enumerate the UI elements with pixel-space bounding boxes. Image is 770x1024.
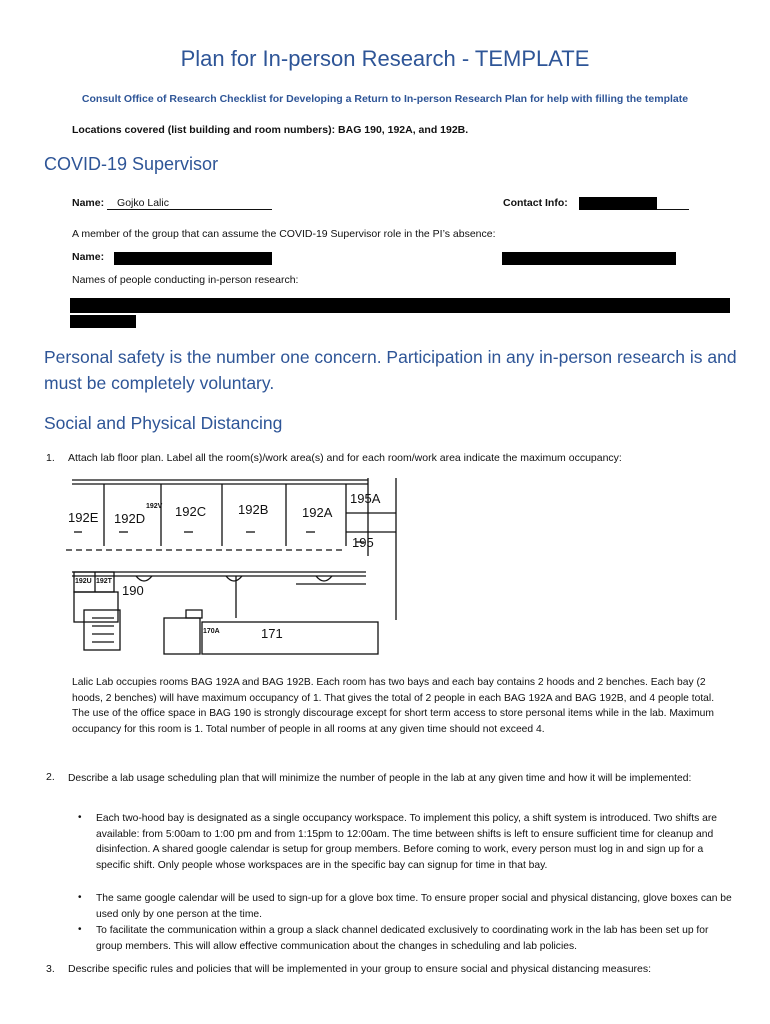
room-192t-label: 192T xyxy=(96,578,112,585)
bullet-3-text: To facilitate the communication within a group a slack channel dedicated exclusively to coordinating work in the lab has been set up for group members. This will allow effective communication about the changes in scheduling and lab policies. xyxy=(96,925,709,952)
locations-covered: Locations covered (list building and room numbers): BAG 190, 192A, and 192B. xyxy=(72,124,469,136)
redacted-people-line1 xyxy=(70,298,730,313)
supervisor-name-value: Gojko Lalic xyxy=(107,197,272,210)
room-190-label: 190 xyxy=(122,583,144,598)
name-label: Name: xyxy=(72,197,105,209)
room-192v-label: 192V xyxy=(146,503,163,510)
room-192b-label: 192B xyxy=(238,502,269,517)
document-title: Plan for In-person Research - TEMPLATE xyxy=(180,46,590,71)
room-192e-label: 192E xyxy=(68,510,99,525)
people-label: Names of people conducting in-person research: xyxy=(72,274,299,286)
item-1-text: Attach lab floor plan. Label all the room(s)/work area(s) and for each room/work area indicate the maximum occupancy: xyxy=(68,452,622,464)
room-192a-label: 192A xyxy=(302,505,333,520)
bullet-2-dot: • xyxy=(78,892,82,903)
redacted-people-line2 xyxy=(70,315,136,328)
item-2-number: 2. xyxy=(46,771,55,783)
redacted-alt-name xyxy=(114,252,272,265)
room-195a-label: 195A xyxy=(350,491,381,506)
supervisor-heading: COVID-19 Supervisor xyxy=(44,154,219,174)
bullet-3-dot: • xyxy=(78,924,82,935)
room-170a-label: 170A xyxy=(203,628,220,635)
contact-row xyxy=(503,197,568,209)
safety-heading: Personal safety is the number one concern. Participation in any in-person research is and must be completely voluntary. xyxy=(44,347,737,393)
lab-floor-plan xyxy=(66,470,406,662)
alternate-supervisor-text: A member of the group that can assume the COVID-19 Supervisor role in the PI’s absence: xyxy=(72,228,496,240)
contact-label: Contact Info: xyxy=(503,197,568,209)
document-subtitle: Consult Office of Research Checklist for Developing a Return to In-person Research Plan for help with filling the template xyxy=(81,93,689,105)
room-192u-label: 192U xyxy=(75,578,92,585)
occupancy-paragraph: Lalic Lab occupies rooms BAG 192A and BAG 192B. Each room has two bays and each bay contains 2 hoods and 2 benches. Each bay (2 hoods, 2 benches) will have maximum occupancy of 1. That gives the total of 2 people in each BAG 192A and BAG 192B, and 4 people total. The use of the office space in BAG 190 is strongly discourage except for short term access to store personal items while in the lab. Maximum occupancy for this room is 1. Total number of people in all rooms at any given time should not exceed 4. xyxy=(72,677,715,735)
room-192c-label: 192C xyxy=(175,504,207,519)
item-1-number: 1. xyxy=(46,452,55,464)
distancing-heading: Social and Physical Distancing xyxy=(44,413,283,433)
contact-underline xyxy=(657,209,689,210)
item-3-text: Describe specific rules and policies that will be implemented in your group to ensure social and physical distancing measures: xyxy=(68,963,652,975)
item-2-text: Describe a lab usage scheduling plan that will minimize the number of people in the lab at any given time and how it will be implemented: xyxy=(68,773,692,784)
alt-name-label: Name: xyxy=(72,251,105,263)
room-171-label: 171 xyxy=(261,626,283,641)
redacted-alt-contact xyxy=(502,252,676,265)
bullet-1-dot: • xyxy=(78,812,82,823)
redacted-contact xyxy=(579,197,657,210)
bullet-2-text: The same google calendar will be used to sign-up for a glove box time. To ensure proper social and physical distancing, glove boxes can be used only by one person at the time. xyxy=(96,893,732,920)
room-192d-label: 192D xyxy=(114,511,146,526)
item-3-number: 3. xyxy=(46,963,55,975)
room-195-label: 195 xyxy=(352,535,374,550)
name-row xyxy=(72,197,272,210)
bullet-1-text: Each two-hood bay is designated as a single occupancy workspace. To implement this policy, a shift system is introduced. Two shifts are available: from 5:00am to 1:00 pm and from 1:15pm to 12:00am. The time between shifts is left to ensure sufficient time for cleanup and disinfection. A shared google calendar is setup for group members. Before coming to work, every person must log in and sign up for a specific shift. Only people whose workspaces are in the specific bay can signup for time in that bay. xyxy=(96,813,717,871)
